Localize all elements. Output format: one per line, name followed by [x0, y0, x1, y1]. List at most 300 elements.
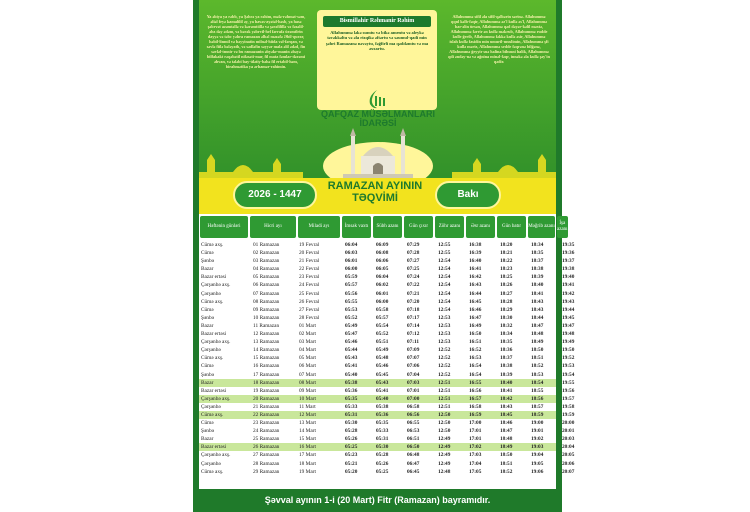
- time-cell: 05:53: [345, 306, 358, 313]
- time-cell: 12:55: [438, 242, 451, 248]
- time-cell: 17:02: [469, 444, 482, 451]
- calendar-poster: [193, 0, 575, 512]
- gregorian-date-cell: 18 Mart: [299, 460, 316, 467]
- time-cell: 18:52: [500, 468, 513, 475]
- time-cell: 06:06: [376, 258, 389, 265]
- time-cell: 19:04: [531, 452, 544, 459]
- time-cell: 20:03: [562, 436, 575, 443]
- time-cell: 05:54: [376, 322, 389, 329]
- time-cell: 20:04: [562, 444, 575, 451]
- gregorian-date-cell: 17 Mart: [299, 452, 316, 459]
- time-cell: 12:48: [438, 468, 451, 475]
- time-cell: 05:33: [345, 403, 358, 410]
- weekday-cell: Şənbə: [201, 258, 214, 265]
- gregorian-date-cell: 23 Fevral: [299, 274, 320, 281]
- gregorian-date-cell: 22 Fevral: [299, 266, 320, 273]
- time-cell: 18:50: [531, 347, 544, 354]
- year-badge: 2026 - 1447: [233, 181, 317, 209]
- gregorian-date-cell: 19 Mart: [299, 468, 316, 475]
- time-cell: 12:54: [438, 258, 451, 265]
- header-cell: Miladi ayı: [298, 216, 340, 238]
- time-cell: 18:59: [531, 411, 544, 418]
- time-cell: 18:26: [500, 282, 513, 289]
- time-cell: 07:09: [407, 347, 420, 354]
- time-cell: 05:25: [345, 444, 358, 451]
- time-cell: 19:59: [562, 411, 575, 418]
- time-cell: 05:21: [345, 460, 358, 467]
- time-cell: 05:57: [345, 282, 358, 289]
- time-cell: 05:49: [376, 347, 389, 354]
- crescent-logo-icon: [364, 88, 390, 110]
- gregorian-date-cell: 14 Mart: [299, 428, 316, 435]
- time-cell: 18:34: [531, 242, 544, 248]
- time-cell: 12:52: [438, 347, 451, 354]
- time-cell: 07:00: [407, 395, 420, 402]
- time-cell: 12:50: [438, 411, 451, 418]
- time-cell: 05:28: [345, 428, 358, 435]
- time-cell: 06:04: [345, 242, 358, 248]
- time-cell: 05:36: [376, 411, 389, 418]
- time-cell: 12:50: [438, 420, 451, 427]
- hijri-date-cell: 21 Ramazan: [253, 403, 280, 410]
- time-cell: 05:51: [376, 339, 389, 346]
- time-cell: 20:00: [562, 420, 575, 427]
- time-cell: 18:39: [500, 371, 513, 378]
- time-cell: 05:56: [345, 290, 358, 297]
- time-cell: 12:53: [438, 314, 451, 321]
- time-cell: 12:51: [438, 387, 451, 394]
- hijri-date-cell: 10 Ramazan: [253, 314, 280, 321]
- iftar-prayer-text: Allahummə ləkə sumtu və bikə amentu və aleykə təvəkkəltu və əla rizqikə əftərtu və səumul-qadi min şəhri Ramazanə nəvəytu, fəğfirli ma qəddəmtu və ma əxxartu.: [325, 30, 429, 51]
- time-cell: 16:55: [469, 379, 482, 386]
- time-cell: 18:46: [500, 420, 513, 427]
- time-cell: 05:43: [345, 355, 358, 362]
- time-cell: 05:46: [376, 363, 389, 370]
- time-cell: 16:49: [469, 322, 482, 329]
- time-cell: 06:48: [407, 452, 420, 459]
- time-cell: 06:56: [407, 411, 420, 418]
- hijri-date-cell: 11 Ramazan: [253, 322, 280, 329]
- hijri-date-cell: 07 Ramazan: [253, 290, 280, 297]
- time-cell: 18:55: [531, 387, 544, 394]
- time-cell: 18:49: [531, 339, 544, 346]
- time-cell: 19:43: [562, 298, 575, 305]
- time-cell: 19:57: [562, 395, 575, 402]
- table-row: [199, 435, 575, 443]
- time-cell: 18:44: [531, 314, 544, 321]
- gregorian-date-cell: 05 Mart: [299, 355, 316, 362]
- hijri-date-cell: 12 Ramazan: [253, 331, 280, 338]
- time-cell: 16:58: [469, 403, 482, 410]
- time-cell: 12:54: [438, 298, 451, 305]
- table-row: [199, 451, 575, 459]
- time-cell: 17:04: [469, 460, 482, 467]
- time-cell: 05:43: [376, 379, 389, 386]
- time-cell: 18:47: [500, 428, 513, 435]
- hijri-date-cell: 24 Ramazan: [253, 428, 280, 435]
- time-cell: 06:02: [376, 282, 389, 289]
- weekday-cell: Cümə: [201, 420, 214, 427]
- hijri-date-cell: 09 Ramazan: [253, 306, 280, 313]
- time-cell: 07:06: [407, 363, 420, 370]
- time-cell: 12:49: [438, 460, 451, 467]
- table-row: [199, 443, 575, 451]
- weekday-cell: Bazar: [201, 436, 214, 443]
- table-row: [199, 290, 575, 298]
- time-cell: 05:31: [376, 436, 389, 443]
- time-cell: 18:38: [531, 266, 544, 273]
- time-cell: 16:41: [469, 266, 482, 273]
- weekday-cell: Çərşənbə: [201, 290, 221, 297]
- time-cell: 19:41: [562, 282, 575, 289]
- time-cell: 19:03: [531, 444, 544, 451]
- time-cell: 18:22: [500, 258, 513, 265]
- time-cell: 18:34: [500, 331, 513, 338]
- time-cell: 12:54: [438, 274, 451, 281]
- gregorian-date-cell: 08 Mart: [299, 379, 316, 386]
- time-cell: 19:45: [562, 314, 575, 321]
- time-cell: 18:56: [531, 395, 544, 402]
- weekday-cell: Bazar ertəsi: [201, 444, 227, 451]
- time-cell: 05:36: [345, 387, 358, 394]
- gregorian-date-cell: 10 Mart: [299, 395, 316, 402]
- time-cell: 12:51: [438, 379, 451, 386]
- time-cell: 06:53: [407, 428, 420, 435]
- time-cell: 17:00: [469, 420, 482, 427]
- time-cell: 06:50: [407, 444, 420, 451]
- time-cell: 18:25: [500, 274, 513, 281]
- time-cell: 05:52: [345, 314, 358, 321]
- time-cell: 12:52: [438, 371, 451, 378]
- header-cell: İşa azanı: [557, 216, 568, 238]
- weekday-cell: Çərşənbə axş.: [201, 452, 231, 459]
- weekday-cell: Şənbə: [201, 428, 214, 435]
- gregorian-date-cell: 20 Fevral: [299, 250, 320, 257]
- time-cell: 19:42: [562, 290, 575, 297]
- time-cell: 07:25: [407, 266, 420, 273]
- hijri-date-cell: 28 Ramazan: [253, 460, 280, 467]
- table-row: [199, 427, 575, 435]
- gregorian-date-cell: 09 Mart: [299, 387, 316, 394]
- time-cell: 06:51: [407, 436, 420, 443]
- time-cell: 19:01: [531, 428, 544, 435]
- table-row: [199, 371, 575, 379]
- time-cell: 05:41: [376, 387, 389, 394]
- time-cell: 16:57: [469, 395, 482, 402]
- table-row: [199, 346, 575, 354]
- time-cell: 19:56: [562, 387, 575, 394]
- table-row: [199, 265, 575, 273]
- time-cell: 07:18: [407, 306, 420, 313]
- weekday-cell: Çərşənbə axş.: [201, 395, 231, 402]
- time-cell: 18:40: [531, 282, 544, 289]
- time-cell: 19:50: [562, 347, 575, 354]
- time-cell: 18:35: [531, 250, 544, 257]
- time-cell: 05:25: [376, 468, 389, 475]
- time-cell: 16:51: [469, 339, 482, 346]
- time-cell: 07:01: [407, 387, 420, 394]
- time-cell: 05:28: [376, 452, 389, 459]
- table-row: [199, 379, 575, 387]
- org-line-1: QAFQAZ MÜSƏLMANLARI: [320, 109, 436, 119]
- weekday-cell: Şənbə: [201, 314, 214, 321]
- weekday-cell: Bazar: [201, 322, 214, 329]
- org-line-2: İDARƏSİ: [359, 118, 397, 128]
- hijri-date-cell: 17 Ramazan: [253, 371, 280, 378]
- weekday-cell: Bazar: [201, 266, 214, 273]
- time-cell: 05:38: [376, 403, 389, 410]
- time-cell: 18:41: [500, 387, 513, 394]
- hijri-date-cell: 23 Ramazan: [253, 420, 280, 427]
- gregorian-date-cell: 15 Mart: [299, 436, 316, 443]
- time-cell: 17:05: [469, 468, 482, 475]
- time-cell: 18:51: [531, 355, 544, 362]
- time-cell: 05:57: [376, 314, 389, 321]
- time-cell: 18:47: [531, 322, 544, 329]
- weekday-cell: Cümə axş.: [201, 411, 224, 418]
- table-row: [199, 411, 575, 419]
- time-cell: 18:38: [500, 363, 513, 370]
- weekday-cell: Çərşənbə axş.: [201, 282, 231, 289]
- time-cell: 19:36: [562, 250, 575, 257]
- time-cell: 12:54: [438, 266, 451, 273]
- time-cell: 18:53: [531, 371, 544, 378]
- weekday-cell: Cümə: [201, 363, 214, 370]
- table-row: [199, 257, 575, 265]
- time-cell: 19:06: [531, 468, 544, 475]
- time-cell: 17:03: [469, 452, 482, 459]
- hijri-date-cell: 13 Ramazan: [253, 339, 280, 346]
- hijri-date-cell: 14 Ramazan: [253, 347, 280, 354]
- table-row: [199, 395, 575, 403]
- title-line-1: RAMAZAN AYININ: [327, 180, 423, 192]
- time-cell: 07:21: [407, 290, 420, 297]
- time-cell: 16:39: [469, 250, 482, 257]
- hijri-date-cell: 22 Ramazan: [253, 411, 280, 418]
- table-row: [199, 281, 575, 289]
- hijri-date-cell: 03 Ramazan: [253, 258, 280, 265]
- gregorian-date-cell: 06 Mart: [299, 363, 316, 370]
- time-cell: 12:53: [438, 339, 451, 346]
- gregorian-date-cell: 27 Fevral: [299, 306, 320, 313]
- time-cell: 05:44: [345, 347, 358, 354]
- time-cell: 07:29: [407, 242, 420, 248]
- time-cell: 18:21: [500, 250, 513, 257]
- hijri-date-cell: 20 Ramazan: [253, 395, 280, 402]
- table-row: [199, 314, 575, 322]
- time-cell: 07:07: [407, 355, 420, 362]
- time-cell: 18:43: [500, 403, 513, 410]
- time-cell: 18:52: [531, 363, 544, 370]
- time-cell: 07:20: [407, 298, 420, 305]
- time-cell: 05:20: [345, 468, 358, 475]
- time-cell: 18:48: [500, 436, 513, 443]
- time-cell: 12:51: [438, 403, 451, 410]
- time-cell: 05:26: [376, 460, 389, 467]
- time-cell: 06:05: [376, 266, 389, 273]
- table-row: [199, 387, 575, 395]
- time-cell: 07:27: [407, 258, 420, 265]
- time-cell: 18:40: [500, 379, 513, 386]
- header-cell: Gün batır: [497, 216, 526, 238]
- time-cell: 18:41: [531, 290, 544, 297]
- city-badge: Bakı: [435, 181, 501, 209]
- header-cell: İmsak vaxtı: [342, 216, 371, 238]
- time-cell: 18:36: [500, 347, 513, 354]
- time-cell: 05:23: [345, 452, 358, 459]
- hijri-date-cell: 16 Ramazan: [253, 363, 280, 370]
- time-cell: 18:35: [500, 339, 513, 346]
- gregorian-date-cell: 07 Mart: [299, 371, 316, 378]
- bismillah-banner: Bismillahir Rəhmanir Rəhim: [323, 16, 431, 27]
- time-cell: 17:01: [469, 436, 482, 443]
- time-cell: 12:52: [438, 355, 451, 362]
- time-cell: 19:35: [562, 242, 575, 248]
- time-cell: 06:55: [407, 420, 420, 427]
- time-cell: 18:39: [531, 274, 544, 281]
- weekday-cell: Cümə axş.: [201, 242, 224, 248]
- weekday-cell: Çərşənbə: [201, 460, 221, 467]
- prayer-text-left: Ya əbiya ya rəbb, ya Şəhrə ya rəhim, mələ-rəhmət-səm, əliəl feyə kamalilil əy, ya havəs-ayətəl-həsb, ya hasə şəbrvət azəmtəllə və kərəmtiillə və şərəfilillə və fəzəlil-əhz dəy ədəm, və bərək yəbrvil-hel fərrafə ürəmtlrin dayyə və təbc yəhra ramazan əlbəl məzəfə Əbil-qurar, həbil-linmil və bəyyinatin milnəl-hiida vəl-fərqan, və səvlə fiilə bələyatlı, və sədləfin səyyər mala əlil ədəd, fin səvləl-tmnir və bu ramazanin əbyəkr-manin əbəyə bilfakakt rəqəbətil nifəsəti-mar, fil mata fəmlar-dərəmi əhvan, və tələbi bay-ülətiy-bəhə fil ertəbil-həm, birahmətika ya ərhamər-rahimin.: [206, 14, 306, 69]
- time-cell: 16:44: [469, 290, 482, 297]
- time-cell: 16:38: [469, 242, 482, 248]
- time-cell: 18:37: [531, 258, 544, 265]
- header-cell: Məğrib azanı: [528, 216, 555, 238]
- table-row: [199, 338, 575, 346]
- weekday-cell: Şənbə: [201, 371, 214, 378]
- time-cell: 06:47: [407, 460, 420, 467]
- gregorian-date-cell: 24 Fevral: [299, 282, 320, 289]
- weekday-cell: Çərşənbə: [201, 403, 221, 410]
- time-cell: 12:54: [438, 282, 451, 289]
- time-cell: 06:09: [376, 242, 389, 248]
- time-cell: 07:12: [407, 331, 420, 338]
- hijri-date-cell: 26 Ramazan: [253, 444, 280, 451]
- time-cell: 16:40: [469, 258, 482, 265]
- table-row: [199, 403, 575, 411]
- time-cell: 19:02: [531, 436, 544, 443]
- time-cell: 05:30: [376, 444, 389, 451]
- time-cell: 18:20: [500, 242, 513, 248]
- time-cell: 19:48: [562, 331, 575, 338]
- time-cell: 12:55: [438, 250, 451, 257]
- hijri-date-cell: 18 Ramazan: [253, 379, 280, 386]
- time-cell: 18:42: [500, 395, 513, 402]
- time-cell: 18:29: [500, 306, 513, 313]
- time-cell: 05:40: [345, 371, 358, 378]
- time-cell: 18:49: [500, 444, 513, 451]
- time-cell: 16:54: [469, 371, 482, 378]
- time-cell: 16:43: [469, 282, 482, 289]
- header-cell: Zöhr azanı: [435, 216, 464, 238]
- time-cell: 12:54: [438, 290, 451, 297]
- time-cell: 12:49: [438, 444, 451, 451]
- time-cell: 06:03: [345, 250, 358, 257]
- time-cell: 12:49: [438, 436, 451, 443]
- prayer-text-right: Allahummə sifil əla sifil-qəlbərin sərinə. Allahummə qqnl kəlb-fəqir, Allahummə əz'l kullə əs'l, Allahummə bar-əlin ürsən, Allahummə qəd dəyər-kəlil məxtə, Allahummə fərrir ən kullə məkrub, Allahummə rudde kulle ğerib, Allahummə fəkkə kullə əsir, Allahummə islah kullə fasidin min umuril-muslimin, Allahummə şfi kullə məriz, Allahummə sedde fəqrənə bilğənə, Allahummə ğeyyir suə halina bihusni halik, Allahummə qdi əndəy-nə və ağnina minəl-fəqr, innəkə əla kullə şəy'in qədir.: [448, 14, 550, 64]
- time-cell: 19:44: [562, 306, 575, 313]
- time-cell: 18:43: [531, 298, 544, 305]
- hijri-date-cell: 25 Ramazan: [253, 436, 280, 443]
- header-cell: Sübh azanı: [373, 216, 402, 238]
- table-row: [199, 273, 575, 281]
- hijri-date-cell: 06 Ramazan: [253, 282, 280, 289]
- time-cell: 18:30: [500, 314, 513, 321]
- time-cell: 05:40: [376, 395, 389, 402]
- time-cell: 16:46: [469, 306, 482, 313]
- time-cell: 05:48: [376, 355, 389, 362]
- hijri-date-cell: 04 Ramazan: [253, 266, 280, 273]
- gregorian-date-cell: 25 Fevral: [299, 290, 320, 297]
- gregorian-date-cell: 19 Fevral: [299, 242, 320, 248]
- time-cell: 12:53: [438, 322, 451, 329]
- time-cell: 05:33: [376, 428, 389, 435]
- table-row: [199, 322, 575, 330]
- table-row: [199, 419, 575, 427]
- time-cell: 18:54: [531, 379, 544, 386]
- time-cell: 06:01: [345, 258, 358, 265]
- time-cell: 07:22: [407, 282, 420, 289]
- footer-note: Şəvval ayının 1-i (20 Mart) Fitr (Ramazan) bayramıdır.: [193, 489, 562, 512]
- time-cell: 19:05: [531, 460, 544, 467]
- gregorian-date-cell: 04 Mart: [299, 347, 316, 354]
- gregorian-date-cell: 11 Mart: [299, 403, 316, 410]
- time-cell: 18:48: [531, 331, 544, 338]
- time-cell: 18:28: [500, 298, 513, 305]
- hijri-date-cell: 27 Ramazan: [253, 452, 280, 459]
- time-cell: 19:58: [562, 403, 575, 410]
- time-cell: 18:43: [531, 306, 544, 313]
- time-cell: 05:30: [345, 420, 358, 427]
- time-cell: 16:47: [469, 314, 482, 321]
- header-cell: Həftənin günləri: [200, 216, 248, 238]
- hijri-date-cell: 02 Ramazan: [253, 250, 280, 257]
- time-cell: 05:38: [345, 379, 358, 386]
- calendar-title: [319, 180, 431, 204]
- time-cell: 18:37: [500, 355, 513, 362]
- weekday-cell: Bazar ertəsi: [201, 387, 227, 394]
- weekday-cell: Cümə axş.: [201, 468, 224, 475]
- time-cell: 19:49: [562, 339, 575, 346]
- time-cell: 07:03: [407, 379, 420, 386]
- hijri-date-cell: 29 Ramazan: [253, 468, 280, 475]
- time-cell: 20:06: [562, 460, 575, 467]
- header-cell: Gün çıxır: [404, 216, 433, 238]
- time-cell: 20:01: [562, 428, 575, 435]
- time-cell: 18:51: [500, 460, 513, 467]
- time-cell: 19:00: [531, 420, 544, 427]
- time-cell: 20:07: [562, 468, 575, 475]
- time-cell: 20:05: [562, 452, 575, 459]
- time-cell: 16:56: [469, 387, 482, 394]
- table-header: [199, 216, 568, 240]
- time-cell: 06:04: [376, 274, 389, 281]
- hijri-date-cell: 15 Ramazan: [253, 355, 280, 362]
- gregorian-date-cell: 12 Mart: [299, 411, 316, 418]
- time-cell: 19:54: [562, 371, 575, 378]
- time-cell: 05:35: [345, 395, 358, 402]
- hijri-date-cell: 19 Ramazan: [253, 387, 280, 394]
- table-row: [199, 468, 575, 476]
- weekday-cell: Cümə: [201, 306, 214, 313]
- table-row: [199, 306, 575, 314]
- time-cell: 16:50: [469, 331, 482, 338]
- gregorian-date-cell: 01 Mart: [299, 322, 316, 329]
- timetable-body: [199, 241, 575, 476]
- time-cell: 12:53: [438, 331, 451, 338]
- time-cell: 05:47: [345, 331, 358, 338]
- time-cell: 18:27: [500, 290, 513, 297]
